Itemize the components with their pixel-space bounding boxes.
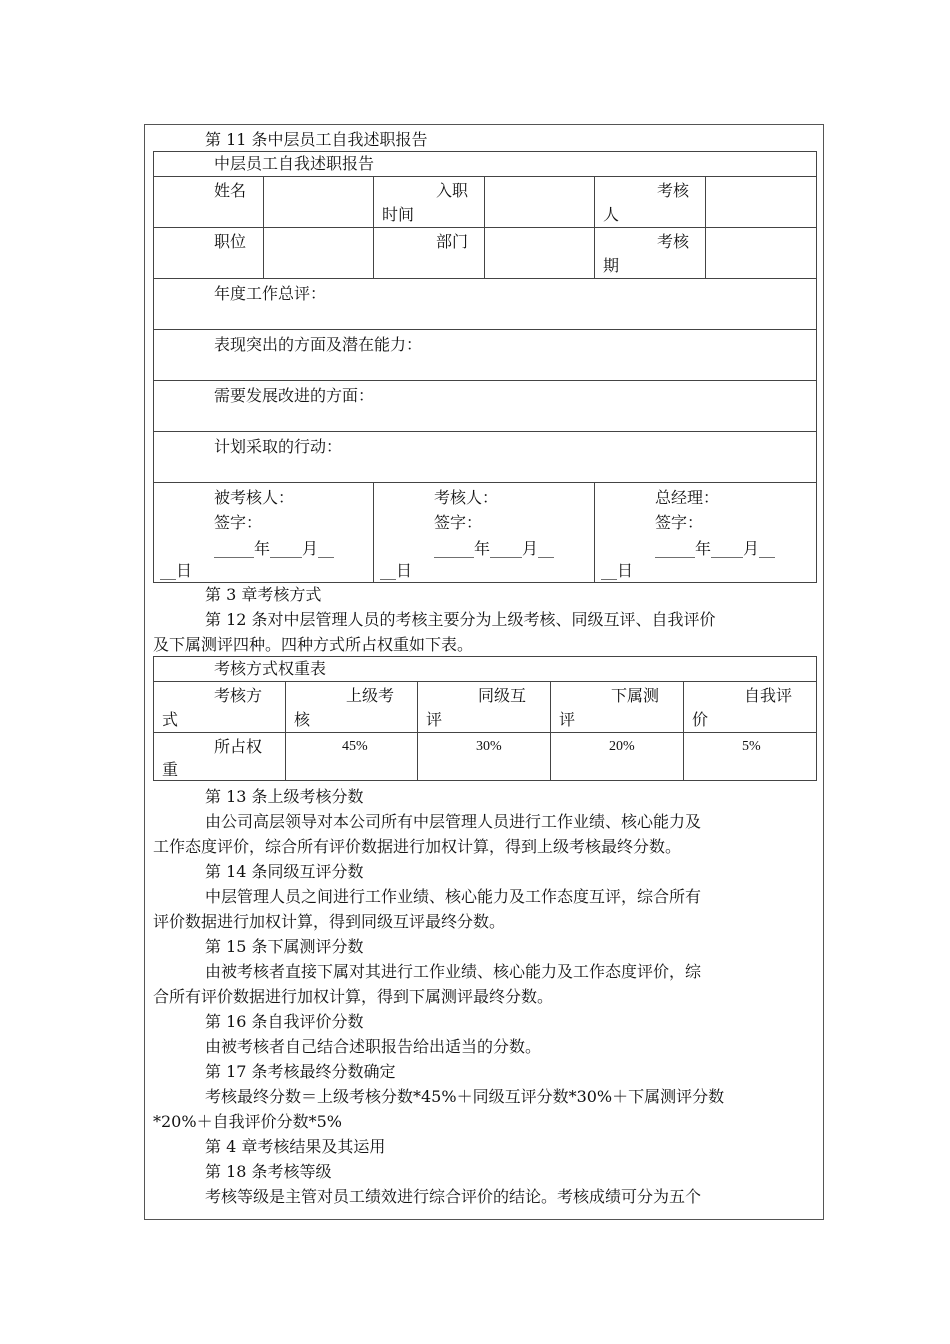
article-13-line-2: 工作态度评价，综合所有评价数据进行加权计算，得到上级考核最终分数。 — [153, 837, 682, 856]
article-16-line-1: 由被考核者自己结合述职报告给出适当的分数。 — [205, 1037, 542, 1056]
article-14-title: 第 14 条同级互评分数 — [205, 862, 364, 881]
weights-table — [153, 656, 817, 781]
entry-time-value-cell[interactable] — [485, 177, 595, 228]
strengths-label: 表现突出的方面及潜在能力： — [214, 335, 423, 354]
period-label-2: 期 — [603, 256, 620, 275]
weights-header-method — [154, 682, 286, 733]
weights-header-self — [684, 682, 817, 733]
assessor-value-cell[interactable] — [706, 177, 817, 228]
article-15-title: 第 15 条下属测评分数 — [205, 937, 364, 956]
chapter-4-title: 第 4 章考核结果及其运用 — [205, 1137, 386, 1156]
article-14-line-1: 中层管理人员之间进行工作业绩、核心能力及工作态度互评，综合所有 — [205, 887, 702, 906]
weight-subordinate — [551, 733, 684, 781]
weight-peer-value: 30% — [476, 739, 502, 754]
chapter-3-title: 第 3 章考核方式 — [205, 585, 322, 604]
signer-assessee-cell[interactable] — [154, 483, 374, 583]
signer-gm-date-2: __日 — [601, 561, 634, 580]
period-label-cell — [595, 228, 706, 279]
signer-gm-date-1: _____年____月__ — [655, 539, 776, 558]
position-value-cell[interactable] — [264, 228, 374, 279]
report-title-cell — [154, 152, 817, 177]
article-17-line-2: *20%＋自我评价分数*5% — [153, 1112, 342, 1131]
weights-header-superior — [286, 682, 418, 733]
weights-header-subordinate-1: 下属测 — [611, 686, 660, 705]
weights-title-cell — [154, 657, 817, 682]
weights-header-method-1: 考核方 — [214, 686, 263, 705]
weights-header-peer-1: 同级互 — [478, 686, 527, 705]
article-11-title: 第 11 条中层员工自我述职报告 — [205, 130, 428, 149]
weights-header-peer — [418, 682, 551, 733]
improvements-label: 需要发展改进的方面： — [214, 386, 375, 405]
weights-header-superior-1: 上级考 — [346, 686, 395, 705]
weights-header-self-2: 价 — [692, 710, 709, 729]
signer-gm-sign: 签字： — [655, 513, 704, 532]
signer-assessor-cell[interactable] — [374, 483, 595, 583]
signer-assessee-role: 被考核人： — [214, 488, 295, 507]
action-plan-label: 计划采取的行动： — [214, 437, 343, 456]
entry-time-label-cell — [374, 177, 485, 228]
assessor-label-cell — [595, 177, 706, 228]
action-plan-cell[interactable] — [154, 432, 817, 483]
entry-time-label-1: 入职 — [436, 181, 469, 200]
weights-row-label — [154, 733, 286, 781]
weights-row-label-2: 重 — [162, 760, 179, 779]
article-18-line-1: 考核等级是主管对员工绩效进行综合评价的结论。考核成绩可分为五个 — [205, 1187, 702, 1206]
name-label: 姓名 — [214, 181, 247, 200]
weights-header-self-1: 自我评 — [744, 686, 793, 705]
name-label-cell — [154, 177, 264, 228]
article-15-line-1: 由被考核者直接下属对其进行工作业绩、核心能力及工作态度评价，综 — [205, 962, 702, 981]
article-17-line-1: 考核最终分数＝上级考核分数*45%＋同级互评分数*30%＋下属测评分数 — [205, 1087, 725, 1106]
assessor-label-2: 人 — [603, 205, 620, 224]
article-12-line-2: 及下属测评四种。四种方式所占权重如下表。 — [153, 635, 474, 654]
weight-superior — [286, 733, 418, 781]
weights-row-label-1: 所占权 — [214, 737, 263, 756]
weights-header-method-2: 式 — [162, 710, 179, 729]
weights-header-peer-2: 评 — [426, 710, 443, 729]
article-13-line-1: 由公司高层领导对本公司所有中层管理人员进行工作业绩、核心能力及 — [205, 812, 702, 831]
department-label: 部门 — [436, 232, 469, 251]
weight-subordinate-value: 20% — [609, 739, 635, 754]
weight-peer — [418, 733, 551, 781]
weight-self-value: 5% — [742, 739, 761, 754]
name-value-cell[interactable] — [264, 177, 374, 228]
signer-assessee-sign: 签字： — [214, 513, 263, 532]
department-value-cell[interactable] — [485, 228, 595, 279]
annual-summary-cell[interactable] — [154, 279, 817, 330]
period-value-cell[interactable] — [706, 228, 817, 279]
weight-self — [684, 733, 817, 781]
signer-assessee-date-2: __日 — [160, 561, 193, 580]
position-label: 职位 — [214, 232, 247, 251]
assessor-label-1: 考核 — [657, 181, 690, 200]
period-label-1: 考核 — [657, 232, 690, 251]
annual-summary-label: 年度工作总评： — [214, 284, 327, 303]
signer-assessor-date-1: _____年____月__ — [434, 539, 555, 558]
article-18-title: 第 18 条考核等级 — [205, 1162, 332, 1181]
entry-time-label-2: 时间 — [382, 205, 415, 224]
signer-assessor-sign: 签字： — [434, 513, 483, 532]
signer-assessor-role: 考核人： — [434, 488, 499, 507]
weight-superior-value: 45% — [342, 739, 368, 754]
article-14-line-2: 评价数据进行加权计算，得到同级互评最终分数。 — [153, 912, 506, 931]
article-15-line-2: 合所有评价数据进行加权计算，得到下属测评最终分数。 — [153, 987, 554, 1006]
signer-assessor-date-2: __日 — [380, 561, 413, 580]
position-label-cell — [154, 228, 264, 279]
signer-assessee-date-1: _____年____月__ — [214, 539, 335, 558]
signer-gm-role: 总经理： — [655, 488, 720, 507]
document-frame — [144, 124, 824, 1220]
signer-gm-cell[interactable] — [595, 483, 817, 583]
article-17-title: 第 17 条考核最终分数确定 — [205, 1062, 396, 1081]
strengths-cell[interactable] — [154, 330, 817, 381]
article-16-title: 第 16 条自我评价分数 — [205, 1012, 364, 1031]
weights-title: 考核方式权重表 — [214, 659, 327, 678]
self-report-table — [153, 151, 817, 583]
weights-header-subordinate-2: 评 — [559, 710, 576, 729]
weights-header-superior-2: 核 — [294, 710, 311, 729]
weights-header-subordinate — [551, 682, 684, 733]
article-12-line-1: 第 12 条对中层管理人员的考核主要分为上级考核、同级互评、自我评价 — [205, 610, 716, 629]
improvements-cell[interactable] — [154, 381, 817, 432]
department-label-cell — [374, 228, 485, 279]
report-title: 中层员工自我述职报告 — [214, 154, 375, 173]
article-13-title: 第 13 条上级考核分数 — [205, 787, 364, 806]
